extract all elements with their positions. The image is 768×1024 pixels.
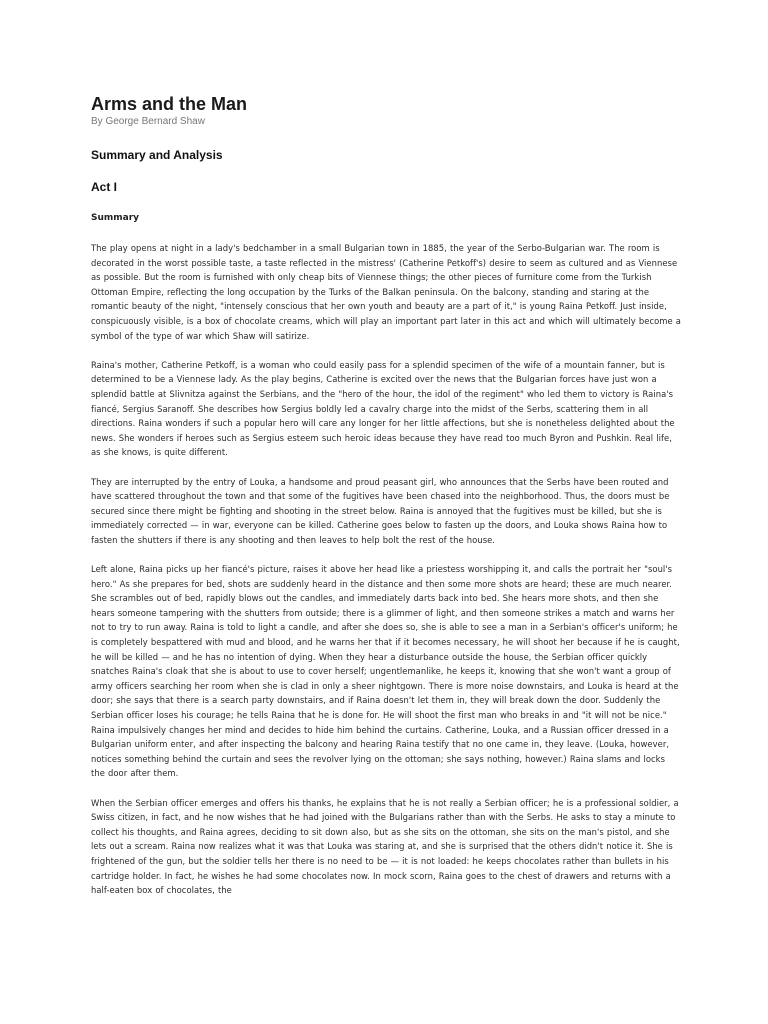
summary-subheading: Summary xyxy=(91,213,140,223)
paragraph-3: They are interrupted by the entry of Louka, a handsome and proud peasant girl, who announces that the Serbs have been routed and have scattered throughout the town and that some of the fugitives have been chased into the neighborhood. Thus, the doors must be secured since there might be fighting and shooting in the street below. Raina is annoyed that the fugitives must be killed, but she is immediately corrected — in war, everyone can be killed. Catherine goes below to fasten up the doors, and Louka shows Raina how to fasten the shutters if there is any shooting and then leaves to help bolt the rest of the house. xyxy=(91,476,670,545)
author-byline: By George Bernard Shaw xyxy=(91,116,205,127)
document-title: Arms and the Man xyxy=(91,94,248,114)
paragraph-5: When the Serbian officer emerges and offers his thanks, he explains that he is not really a Serbian officer; he is a professional soldier, a Swiss citizen, in fact, and he now wishes that he had joined with the Bulgarians rather than with the Serbs. He asks to stay a minute to collect his thoughts, and Raina agrees, deciding to sit down also, but as she sits on the ottoman, she sits on the man's pistol, and she lets out a scream. Raina now realizes what it was that Louka was staring at, and she is surprised that the others didn't notice it. She is frightened of the gun, but the soldier tells her there is no need to be — it is not loaded: he keeps chocolates rather than bullets in his cartridge holder. In fact, he wishes he had some chocolates now. In mock scorn, Raina goes to the chest of drawers and returns with a half-eaten box of chocolates, the xyxy=(91,797,679,896)
paragraph-2: Raina's mother, Catherine Petkoff, is a woman who could easily pass for a splendid specimen of the wife of a mountain fanner, but is determined to be a Viennese lady. As the play begins, Catherine is excited over the news that the Bulgarian forces have just won a splendid battle at Slivnitza against the Serbians, and the "hero of the hour, the idol of the regiment" who led them to victory is Raina's fiancé, Sergius Saranoff. She describes how Sergius boldly led a cavalry charge into the midst of the Serbs, scattering them in all directions. Raina wonders if such a popular hero will care any longer for her little affections, but she is nonetheless delighted about the news. She wonders if heroes such as Sergius esteem such heroic ideas because they have read too much Byron and Pushkin. Real life, as she knows, is quite different. xyxy=(91,359,675,458)
document-page xyxy=(91,93,681,912)
section-heading: Summary and Analysis xyxy=(91,148,223,162)
paragraph-4: Left alone, Raina picks up her fiancé's picture, raises it above her head like a priestess worshipping it, and calls the portrait her "soul's hero." As she prepares for bed, shots are suddenly heard in the distance and then some more shots are heard; these are much nearer. She scrambles out of bed, rapidly blows out the candles, and immediately darts back into bed. She hears more shots, and then she hears someone tampering with the shutters from outside; there is a glimmer of light, and then someone strikes a match and warns her not to try to run away. Raina is told to light a candle, and after she does so, she is able to see a man in a Serbian's officer's uniform; he is completely bespattered with mud and blood, and he warns her that if it becomes necessary, he will shoot her because if he is caught, he will be killed — and he has no intention of dying. When they hear a disturbance outside the house, the Serbian officer quickly snatches Raina's cloak that she is about to use to cover herself; ungentlemanlike, he keeps it, knowing that she won't want a group of army officers searching her room when she is clad in only a sheer nightgown. There is more noise downstairs, and Louka is heard at the door; she says that there is a search party downstairs, and if Raina doesn't let them in, they will break down the door. Suddenly the Serbian officer loses his courage; he tells Raina that he is done for. He will shoot the first man who breaks in and "it will not be nice." Raina impulsively changes her mind and decides to hide him behind the curtains. Catherine, Louka, and a Russian officer dressed in a Bulgarian uniform enter, and after inspecting the balcony and hearing Raina testify that no one came in, they leave. (Louka, however, notices something behind the curtain and sees the revolver lying on the ottoman; she says nothing, however.) Raina slams and locks the door after them. xyxy=(91,564,680,779)
paragraph-1: The play opens at night in a lady's bedchamber in a small Bulgarian town in 1885, the year of the Serbo-Bulgarian war. The room is decorated in the worst possible taste, a taste reflected in the mistress' (Catherine Petkoff's) desire to seem as cultured and as Viennese as possible. But the room is furnished with only cheap bits of Viennese things; the other pieces of furniture come from the Turkish Ottoman Empire, reflecting the long occupation by the Turks of the Balkan peninsula. On the balcony, standing and staring at the romantic beauty of the night, "intensely conscious that her own youth and beauty are a part of it," is young Raina Petkoff. Just inside, conspicuously visible, is a box of chocolate creams, which will play an important part later in this act and which will ultimately become a symbol of the type of war which Shaw will satirize. xyxy=(91,243,681,341)
act-heading: Act I xyxy=(91,180,118,194)
